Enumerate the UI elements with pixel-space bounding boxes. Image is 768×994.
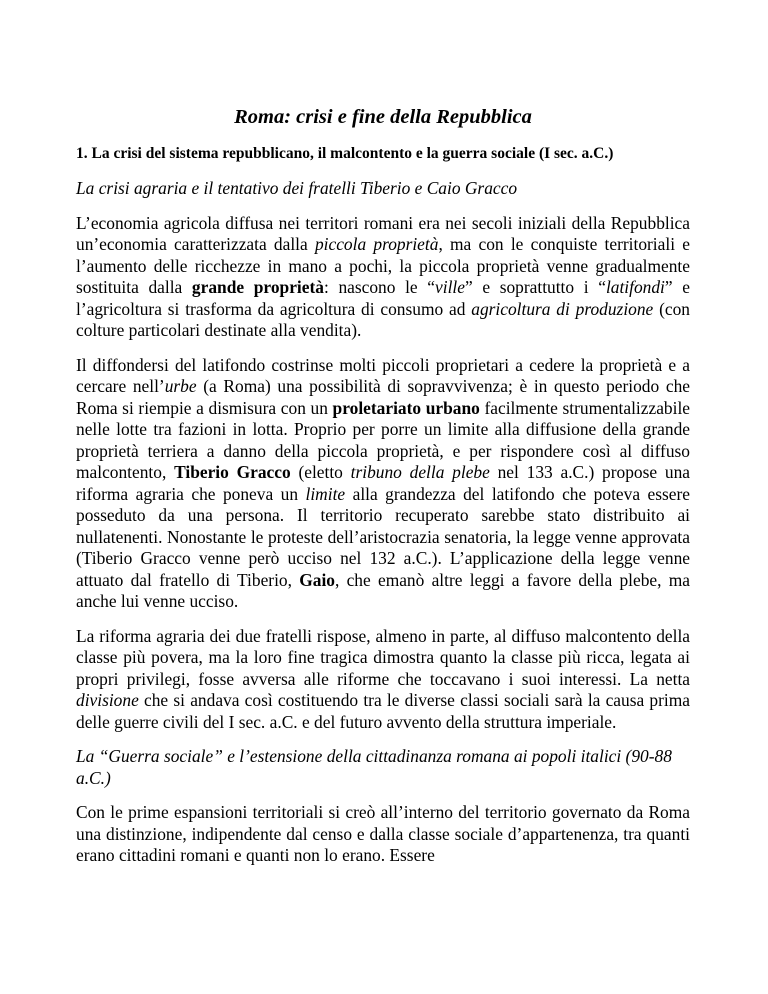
text-run: La riforma agraria dei due fratelli rispose, almeno in parte, al diffuso malcontento della classe più povera, ma la loro fine tragica dimostra quanto la classe più ricca, legata ai propri privilegi, fosse avversa alle riforme che toccavano i suoi interessi. La netta xyxy=(76,625,690,689)
text-run: Tiberio Gracco xyxy=(174,462,291,482)
text-run: che si andava così costituendo tra le diverse classi sociali sarà la causa prima delle guerre civili del I sec. a.C. e del futuro avvento della struttura imperiale. xyxy=(76,690,690,732)
paragraph-4 xyxy=(76,802,690,867)
text-run: ville xyxy=(435,277,465,297)
text-run: Con le prime espansioni territoriali si creò all’interno del territorio governato da Roma una distinzione, indipendente dal censo e dalla classe sociale d’appartenenza, tra quanti erano cittadini romani e quanti non lo erano. Essere xyxy=(76,802,690,865)
text-run: , ma con le conquiste territoriali e l’aumento delle ricchezze in mano a pochi, la piccola proprietà venne gradualmente sostituita dalla xyxy=(76,234,690,297)
document-title: Roma: crisi e fine della Repubblica xyxy=(234,106,532,128)
text-run: agricoltura di produzione xyxy=(471,298,654,319)
document-page xyxy=(76,0,690,867)
text-run: facilmente strumentalizzabile nelle lotte tra fazioni in lotta. Proprio per porre un limite alla diffusione della grande proprietà terriera a danno della piccola proprietà, e per rispondere così al diffuso malcontento, xyxy=(76,397,690,482)
text-run: tribuno della plebe xyxy=(350,462,490,482)
text-run: piccola proprietà xyxy=(314,234,439,254)
text-run: , che emanò altre leggi a favore della plebe, ma anche lui venne ucciso. xyxy=(76,569,690,611)
text-run: alla grandezza del latifondo che poteva essere posseduto da una persona. Il territorio recuperato sarebbe stato distribuito ai nullatenenti. Nonostante le proteste dell’aristocrazia senatoria, la legge venne approvata (Tiberio Gracco venne però ucciso nel 132 a.C.). L’applicazione della legge venne attuato dal fratello di Tiberio, xyxy=(76,483,690,590)
text-run: (a Roma) una possibilità di sopravvivenza; è in questo periodo che Roma si riempie a dismisura con un xyxy=(76,376,690,418)
paragraph-1 xyxy=(76,213,690,342)
paragraph-2 xyxy=(76,355,690,613)
text-run: grande proprietà xyxy=(191,277,324,297)
text-run: ” e soprattutto i “ xyxy=(464,277,606,297)
paragraph-3 xyxy=(76,626,690,734)
text-run: nel 133 a.C.) propose una riforma agraria che poneva un xyxy=(76,462,690,504)
text-run: Il diffondersi del latifondo costrinse molti piccoli proprietari a cedere la proprietà e a cercare nell’ xyxy=(76,354,690,396)
text-run: (con colture particolari destinate alla vendita). xyxy=(76,298,690,340)
text-run: L’economia agricola diffusa nei territori romani era nei secoli iniziali della Repubblica un’economia caratterizzata dalla xyxy=(76,212,690,254)
text-run: divisione xyxy=(76,690,139,710)
text-run: urbe xyxy=(164,376,197,396)
section-heading: 1. La crisi del sistema repubblicano, il malcontento e la guerra sociale (I sec. a.C.) xyxy=(76,145,614,162)
text-run: latifondi xyxy=(605,277,665,297)
subheading-gracchi: La crisi agraria e il tentativo dei fratelli Tiberio e Caio Gracco xyxy=(76,178,518,198)
text-run: limite xyxy=(305,483,346,504)
text-run: Gaio xyxy=(299,569,335,590)
text-run: ” e l’agricoltura si trasforma da agricoltura di consumo ad xyxy=(76,277,690,319)
text-run: proletariato urbano xyxy=(332,397,480,418)
text-run: (eletto xyxy=(290,462,351,482)
subheading-social-war: La “Guerra sociale” e l’estensione della cittadinanza romana ai popoli italici (90-88 a.C.) xyxy=(76,746,672,788)
text-run: : nascono le “ xyxy=(323,277,436,297)
